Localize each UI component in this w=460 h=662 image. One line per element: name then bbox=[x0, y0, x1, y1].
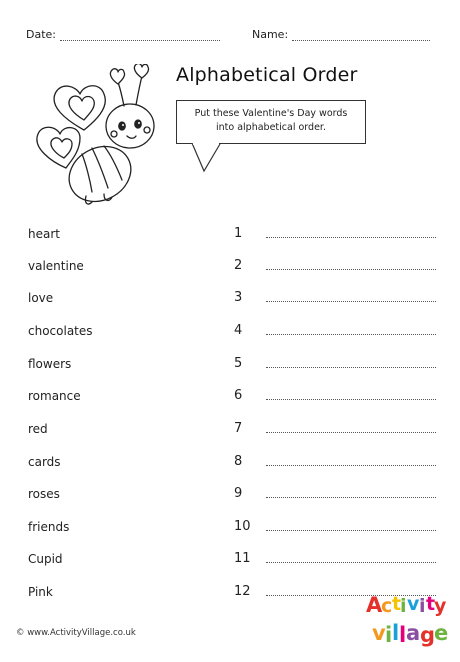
word: valentine bbox=[28, 259, 84, 273]
answer-line[interactable] bbox=[266, 432, 436, 433]
bubble-text-line2: into alphabetical order. bbox=[216, 122, 326, 133]
word: Cupid bbox=[28, 552, 63, 566]
bubble-text-line1: Put these Valentine's Day words bbox=[194, 108, 348, 119]
speech-bubble bbox=[176, 100, 366, 144]
svg-text:a: a bbox=[406, 621, 421, 645]
answer-line[interactable] bbox=[266, 367, 436, 368]
footer-copyright[interactable]: © www.ActivityVillage.co.uk bbox=[16, 628, 136, 638]
word: cards bbox=[28, 455, 61, 469]
word-row bbox=[0, 487, 460, 507]
svg-text:t: t bbox=[392, 593, 402, 615]
word: love bbox=[28, 291, 54, 305]
answer-line[interactable] bbox=[266, 465, 436, 466]
date-line[interactable] bbox=[60, 31, 220, 41]
answer-line[interactable] bbox=[266, 562, 436, 563]
svg-text:e: e bbox=[434, 621, 449, 645]
answer-line[interactable] bbox=[266, 237, 436, 238]
word: romance bbox=[28, 389, 81, 403]
word-row bbox=[0, 227, 460, 247]
answer-number: 9 bbox=[234, 486, 243, 501]
speech-bubble-tail bbox=[190, 143, 230, 173]
svg-text:i: i bbox=[400, 595, 407, 617]
answer-line[interactable] bbox=[266, 269, 436, 270]
answer-number: 1 bbox=[234, 226, 243, 241]
answer-number: 5 bbox=[234, 356, 243, 371]
answer-number: 6 bbox=[234, 388, 243, 403]
svg-text:t: t bbox=[426, 593, 436, 615]
word-row bbox=[0, 520, 460, 540]
svg-text:A: A bbox=[366, 593, 383, 617]
answer-line[interactable] bbox=[266, 301, 436, 302]
answer-number: 2 bbox=[234, 258, 243, 273]
answer-number: 7 bbox=[234, 421, 243, 436]
answer-number: 12 bbox=[234, 584, 251, 599]
word-row bbox=[0, 389, 460, 409]
word-row bbox=[0, 324, 460, 344]
word: friends bbox=[28, 520, 70, 534]
svg-text:c: c bbox=[381, 595, 393, 617]
word-row bbox=[0, 291, 460, 311]
name-line[interactable] bbox=[292, 31, 430, 41]
answer-line[interactable] bbox=[266, 399, 436, 400]
page-title: Alphabetical Order bbox=[176, 64, 358, 86]
word: Pink bbox=[28, 585, 53, 599]
word: red bbox=[28, 422, 48, 436]
svg-text:l: l bbox=[392, 621, 400, 645]
name-label: Name: bbox=[252, 28, 289, 41]
word: heart bbox=[28, 227, 60, 241]
svg-text:i: i bbox=[419, 595, 426, 617]
word-row bbox=[0, 357, 460, 377]
activity-village-logo bbox=[366, 586, 452, 650]
answer-number: 4 bbox=[234, 323, 243, 338]
word-row bbox=[0, 455, 460, 475]
bubble-text bbox=[177, 107, 365, 135]
answer-line[interactable] bbox=[266, 334, 436, 335]
name-field[interactable] bbox=[252, 28, 430, 41]
date-field[interactable] bbox=[26, 28, 220, 41]
word: chocolates bbox=[28, 324, 93, 338]
word-row bbox=[0, 259, 460, 279]
word-row bbox=[0, 552, 460, 572]
answer-line[interactable] bbox=[266, 497, 436, 498]
svg-text:v: v bbox=[407, 593, 420, 615]
svg-text:y: y bbox=[434, 595, 447, 617]
date-label: Date: bbox=[26, 28, 56, 41]
answer-number: 8 bbox=[234, 454, 243, 469]
word: flowers bbox=[28, 357, 72, 371]
answer-number: 11 bbox=[234, 551, 251, 566]
svg-text:g: g bbox=[420, 623, 436, 647]
answer-number: 3 bbox=[234, 290, 243, 305]
answer-line[interactable] bbox=[266, 530, 436, 531]
valentine-bee-illustration bbox=[26, 64, 166, 214]
word-row bbox=[0, 422, 460, 442]
svg-text:v: v bbox=[372, 621, 386, 645]
word: roses bbox=[28, 487, 60, 501]
svg-text:l: l bbox=[399, 623, 407, 647]
answer-number: 10 bbox=[234, 519, 251, 534]
svg-text:i: i bbox=[385, 623, 393, 647]
